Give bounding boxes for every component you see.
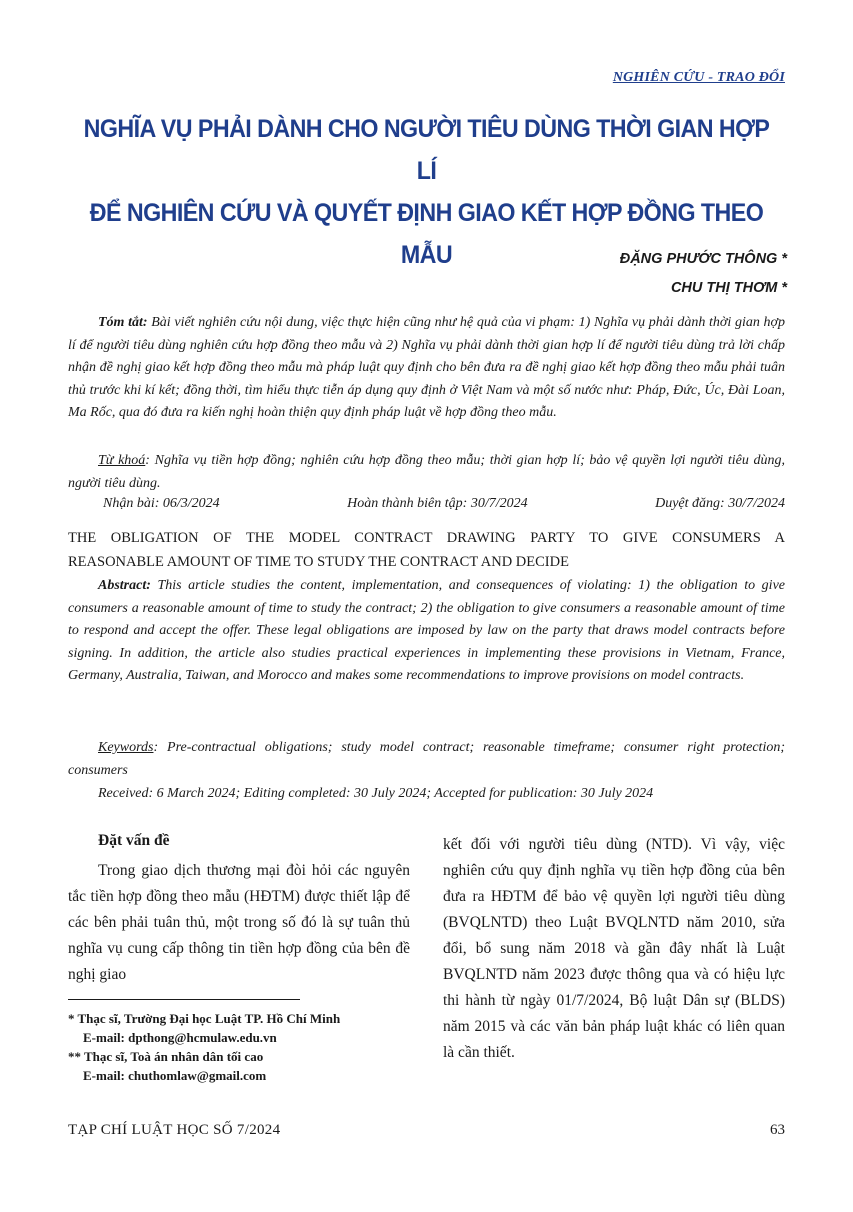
- title-en-line-2: REASONABLE AMOUNT OF TIME TO STUDY THE CONTRACT AND DECIDE: [68, 554, 569, 570]
- section-tag: NGHIÊN CỨU - TRAO ĐỔI: [612, 70, 785, 85]
- dates-vi: [103, 496, 785, 512]
- abstract-label: Abstract:: [98, 578, 151, 593]
- title-en-line-1: THE OBLIGATION OF THE MODEL CONTRACT DRAWING PARTY TO GIVE CONSUMERS A: [68, 530, 785, 546]
- body-left-column: Trong giao dịch thương mại đòi hỏi các nguyên tắc tiền hợp đồng theo mẫu (HĐTM) được thiết lập để các bên phải tuân thủ, một trong số đó là sự tuân thủ nghĩa vụ cung cấp thông tin tiền hợp đồng của bên đề nghị giao: [68, 862, 410, 983]
- keywords-vi-text: : Nghĩa vụ tiền hợp đồng; nghiên cứu hợp đồng theo mẫu; thời gian hợp lí; bảo vệ quyền lợi người tiêu dùng, người tiêu dùng.: [68, 453, 785, 491]
- footnote-2-email: E-mail: chuthomlaw@gmail.com: [83, 1068, 267, 1083]
- keywords-vi: [68, 450, 785, 495]
- abstract-en: [68, 575, 785, 688]
- author-2: CHU THỊ THƠM *: [670, 280, 787, 296]
- abstract-text: This article studies the content, implementation, and consequences of violating: 1) the obligation to give consumers a reasonable amount of time to study the contract; 2) the obligation to give consumers a reasonable amount of time to respond and accept the offer. These legal obligations are imposed by law on the party that draws model contracts before signing. In addition, the article also studies practical experiences in implementing these provisions in Vietnam, France, Germany, Australia, Taiwan, and Morocco and makes some recommendations to improve provisions on model contracts.: [68, 578, 785, 683]
- date-approved: Duyệt đăng: 30/7/2024: [655, 496, 785, 511]
- footnote-1-email: E-mail: dpthong@hcmulaw.edu.vn: [83, 1030, 277, 1045]
- title-line-2: ĐỂ NGHIÊN CỨU VÀ QUYẾT ĐỊNH GIAO KẾT HỢP ĐỒNG THEO MẪU: [89, 199, 764, 269]
- date-edited: Hoàn thành biên tập: 30/7/2024: [347, 496, 528, 511]
- footnotes: [68, 1009, 340, 1085]
- summary-vi: [68, 312, 785, 425]
- body-right-column: kết đối với người tiêu dùng (NTD). Vì vậy, việc nghiên cứu quy định nghĩa vụ tiền hợp đồng của bên đưa ra HĐTM để bảo vệ quyền lợi người tiêu dùng (BVQLNTD) theo Luật BVQLNTD năm 2010, sửa đổi, bổ sung năm 2018 và gần đây nhất là Luật BVQLNTD năm 2023 được thông qua và có hiệu lực thi hành từ ngày 01/7/2024, Bộ luật Dân sự (BLDS) năm 2015 và các văn bản pháp luật khác có liên quan là cần thiết.: [443, 836, 785, 1061]
- author-1: ĐẶNG PHƯỚC THÔNG *: [619, 251, 787, 267]
- keywords-en: [68, 737, 785, 782]
- date-received: Nhận bài: 06/3/2024: [103, 496, 220, 511]
- keywords-en-text: : Pre-contractual obligations; study model contract; reasonable timeframe; consumer right protection; consumers: [68, 740, 785, 778]
- footnote-divider: [68, 999, 300, 1000]
- summary-text: Bài viết nghiên cứu nội dung, việc thực hiện cũng như hệ quả của vi phạm: 1) Nghĩa vụ phải dành thời gian hợp lí để người tiêu dùng nghiên cứu hợp đồng theo mẫu và 2) Nghĩa vụ phải dành thời gian hợp lí để người tiêu dùng trả lời chấp nhận đề nghị giao kết hợp đồng theo mẫu mà pháp luật quy định cho bên đưa ra đề nghị giao kết hợp đồng theo mẫu phải tuân thủ trước khi kí kết; đồng thời, tìm hiểu thực tiễn áp dụng quy định ở Việt Nam và một số nước như: Pháp, Đức, Úc, Đài Loan, Ma Rốc, qua đó đưa ra kiến nghị hoàn thiện quy định pháp luật về hợp đồng theo mẫu.: [68, 315, 785, 420]
- keywords-vi-label: Từ khoá: [98, 453, 146, 468]
- page-number: 63: [770, 1122, 785, 1138]
- author-list: [620, 245, 787, 303]
- received-en: Received: 6 March 2024; Editing completed: 30 July 2024; Accepted for publication: 30 July 2024: [98, 786, 654, 801]
- journal-footer: TẠP CHÍ LUẬT HỌC SỐ 7/2024: [68, 1122, 281, 1138]
- section-heading: Đặt vấn đề: [98, 832, 170, 849]
- keywords-en-label: Keywords: [98, 740, 154, 755]
- footnote-1: * Thạc sĩ, Trường Đại học Luật TP. Hồ Chí Minh: [68, 1011, 341, 1026]
- summary-label: Tóm tắt:: [98, 315, 148, 330]
- title-line-1: NGHĨA VỤ PHẢI DÀNH CHO NGƯỜI TIÊU DÙNG THỜI GIAN HỢP LÍ: [83, 115, 770, 185]
- footnote-2: ** Thạc sĩ, Toà án nhân dân tối cao: [68, 1049, 264, 1064]
